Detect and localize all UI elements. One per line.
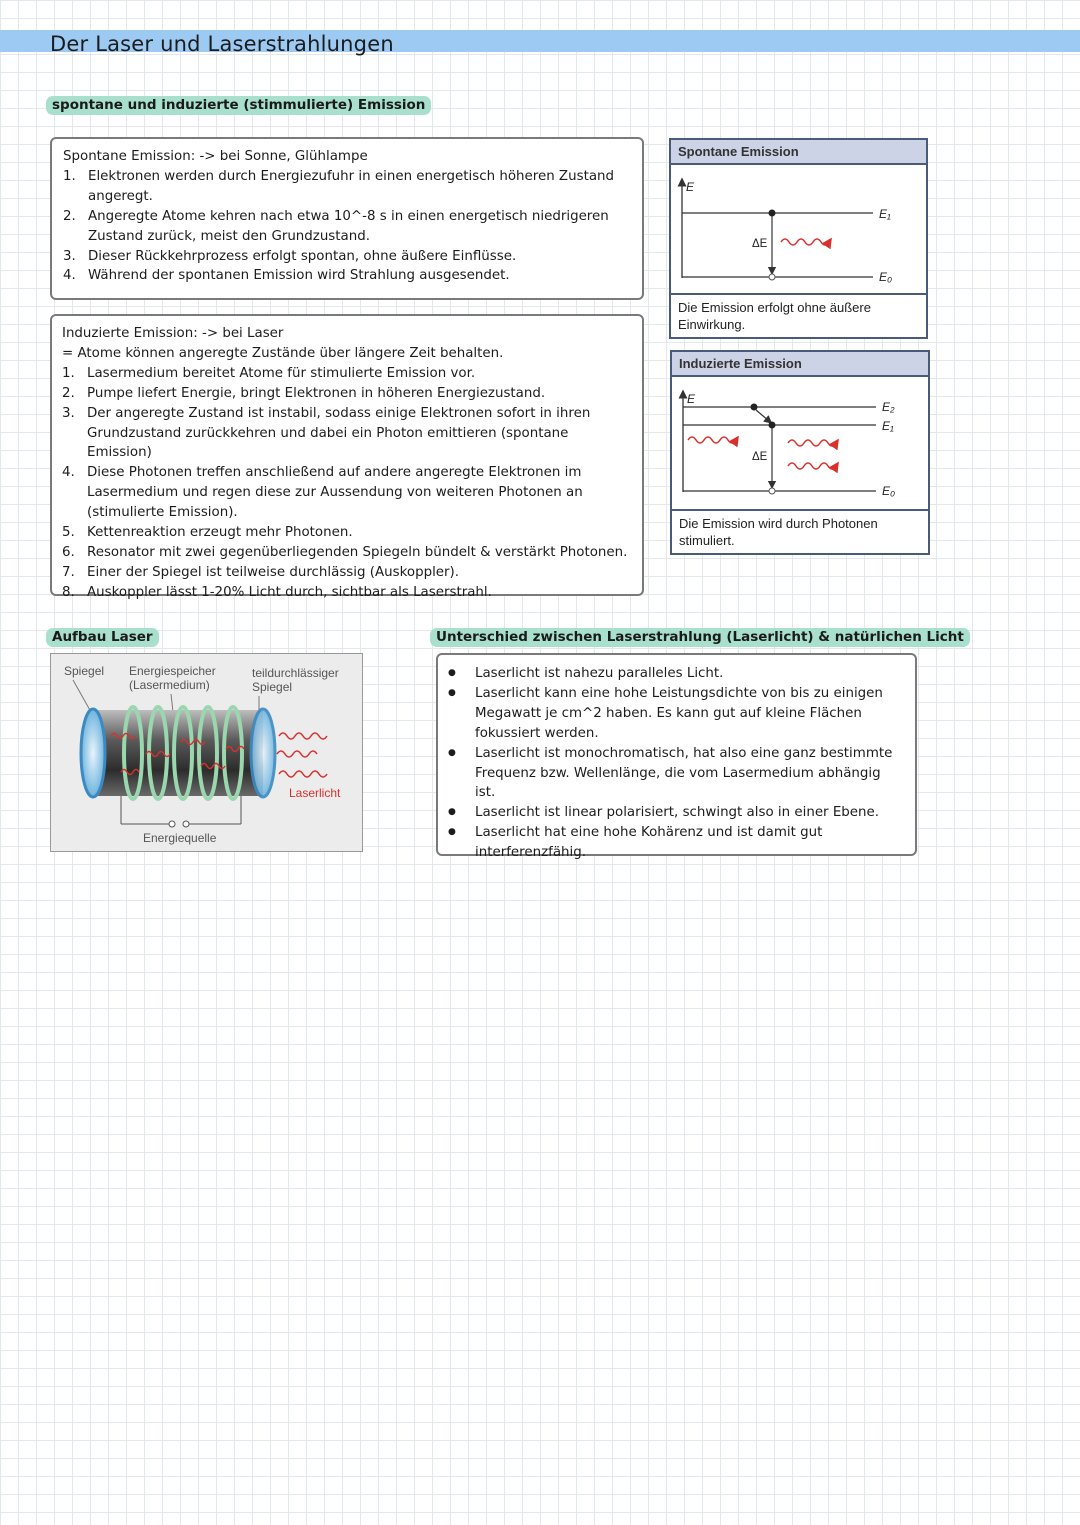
laser-diagram xyxy=(51,654,362,851)
figure-title: Spontane Emission xyxy=(671,140,926,165)
figure-induced-emission xyxy=(670,350,930,555)
laser-structure-figure xyxy=(50,653,363,852)
relaxation-arrow xyxy=(756,410,769,421)
label-laser-light: Laserlicht xyxy=(289,786,341,800)
level-label-e2: E₂ xyxy=(882,400,895,414)
list-item: 4. Diese Photonen treffen anschließend auf andere angeregte Elektronen im Lasermedium und regen diese zur Aussendung von weiteren Photonen an (stimulierte Emission). xyxy=(62,465,583,521)
electron-dot-upper xyxy=(751,404,758,411)
label-mirror: Spiegel xyxy=(64,664,105,678)
electron-dot xyxy=(769,422,776,429)
label-partial-mirror: teildurchlässiger xyxy=(252,666,339,680)
spontaneous-energy-diagram xyxy=(671,168,926,293)
list-item: 1. Lasermedium bereitet Atome für stimulierte Emission vor. xyxy=(62,365,476,381)
figure-spontaneous-emission xyxy=(669,138,928,339)
list-item: 3. Dieser Rückkehrprozess erfolgt spontan, ohne äußere Einflüsse. xyxy=(63,248,517,264)
list-item: ● Laserlicht kann eine hohe Leistungsdichte von bis zu einigen Megawatt je cm^2 haben. Es kann gut auf kleine Flächen fokussiert werden. xyxy=(439,684,901,744)
spontaneous-intro: Spontane Emission: -> bei Sonne, Glühlampe xyxy=(63,149,368,164)
list-item: 8. Auskoppler lässt 1-20% Licht durch, sichtbar als Laserstrahl. xyxy=(62,584,492,600)
list-item: 2. Angeregte Atome kehren nach etwa 10^-8 s in einen energetisch niedrigeren Zustand zurück, meist den Grundzustand. xyxy=(63,208,609,244)
delta-e-label: ΔE xyxy=(752,451,768,463)
label-laser-medium: (Lasermedium) xyxy=(129,678,210,692)
axis-label-e: E xyxy=(686,180,695,194)
stimulated-photon-wave xyxy=(788,463,836,469)
output-laser-beam xyxy=(277,733,327,777)
list-item: ● Laserlicht ist monochromatisch, hat also eine ganz bestimmte Frequenz bzw. Wellenlänge, die vom Lasermedium abhängig ist. xyxy=(439,744,901,804)
induced-emission-box xyxy=(50,314,644,600)
delta-e-label: ΔE xyxy=(752,238,768,250)
output-coupler xyxy=(251,709,275,797)
level-label-e0: E₀ xyxy=(882,484,896,498)
level-label-e1: E₁ xyxy=(882,419,894,433)
rear-mirror xyxy=(81,709,105,797)
list-item: 4. Während der spontanen Emission wird Strahlung ausgesendet. xyxy=(63,268,510,284)
list-item: 1. Elektronen werden durch Energiezufuhr in einen energetisch höheren Zustand angeregt. xyxy=(63,168,615,204)
difference-list xyxy=(439,664,901,863)
page-title: Der Laser und Laserstrahlungen xyxy=(50,32,394,56)
list-item: ● Laserlicht hat eine hohe Kohärenz und ist damit gut interferenzfähig. xyxy=(439,823,901,863)
list-item: 6. Resonator mit zwei gegenüberliegenden Spiegeln bündelt & verstärkt Photonen. xyxy=(62,544,628,560)
level-label-e0: E₀ xyxy=(879,270,893,284)
label-partial-mirror-2: Spiegel xyxy=(252,680,293,694)
photon-wave xyxy=(781,239,829,245)
figure-caption: Die Emission erfolgt ohne äußere Einwirkung. xyxy=(671,293,926,337)
list-item: ● Laserlicht ist linear polarisiert, schwingt also in einer Ebene. xyxy=(439,803,901,823)
section-heading-aufbau: Aufbau Laser xyxy=(46,628,159,647)
leader-mirror xyxy=(73,680,91,712)
incoming-photon-wave xyxy=(688,437,736,443)
electron-dot xyxy=(769,210,776,217)
spontaneous-list xyxy=(63,167,630,286)
laser-vs-natural-light-box xyxy=(436,653,917,861)
outgoing-photon-wave xyxy=(788,440,836,446)
induced-line2: = Atome können angeregte Zustände über längere Zeit behalten. xyxy=(62,345,504,361)
spontaneous-emission-box xyxy=(50,137,644,300)
list-item: 3. Der angeregte Zustand ist instabil, sodass einige Elektronen sofort in ihren Grundzustand zurückkehren und dabei ein Photon emittieren (spontane Emission) xyxy=(62,405,591,461)
section-heading-emission: spontane und induzierte (stimmulierte) Emission xyxy=(46,96,431,115)
label-energy-storage: Energiespeicher xyxy=(129,664,216,678)
section-heading-difference: Unterschied zwischen Laserstrahlung (Laserlicht) & natürlichen Licht xyxy=(430,628,970,647)
label-energy-source: Energiequelle xyxy=(143,831,217,845)
leader-medium xyxy=(171,694,173,712)
induced-list xyxy=(62,364,632,603)
axis-label-e: E xyxy=(687,392,696,406)
list-item: 5. Kettenreaktion erzeugt mehr Photonen. xyxy=(62,525,353,541)
induced-intro: Induzierte Emission: -> bei Laser xyxy=(62,326,284,341)
induced-energy-diagram xyxy=(672,380,928,506)
ground-state-dot xyxy=(769,274,775,280)
power-circuit xyxy=(121,796,241,827)
figure-caption: Die Emission wird durch Photonen stimuliert. xyxy=(672,509,928,553)
list-item: 2. Pumpe liefert Energie, bringt Elektronen in höheren Energiezustand. xyxy=(62,385,546,401)
list-item: ● Laserlicht ist nahezu paralleles Licht. xyxy=(439,664,901,684)
level-label-e1: E₁ xyxy=(879,207,891,221)
list-item: 7. Einer der Spiegel ist teilweise durchlässig (Auskoppler). xyxy=(62,564,460,580)
ground-state-dot xyxy=(769,488,775,494)
figure-title: Induzierte Emission xyxy=(672,352,928,377)
